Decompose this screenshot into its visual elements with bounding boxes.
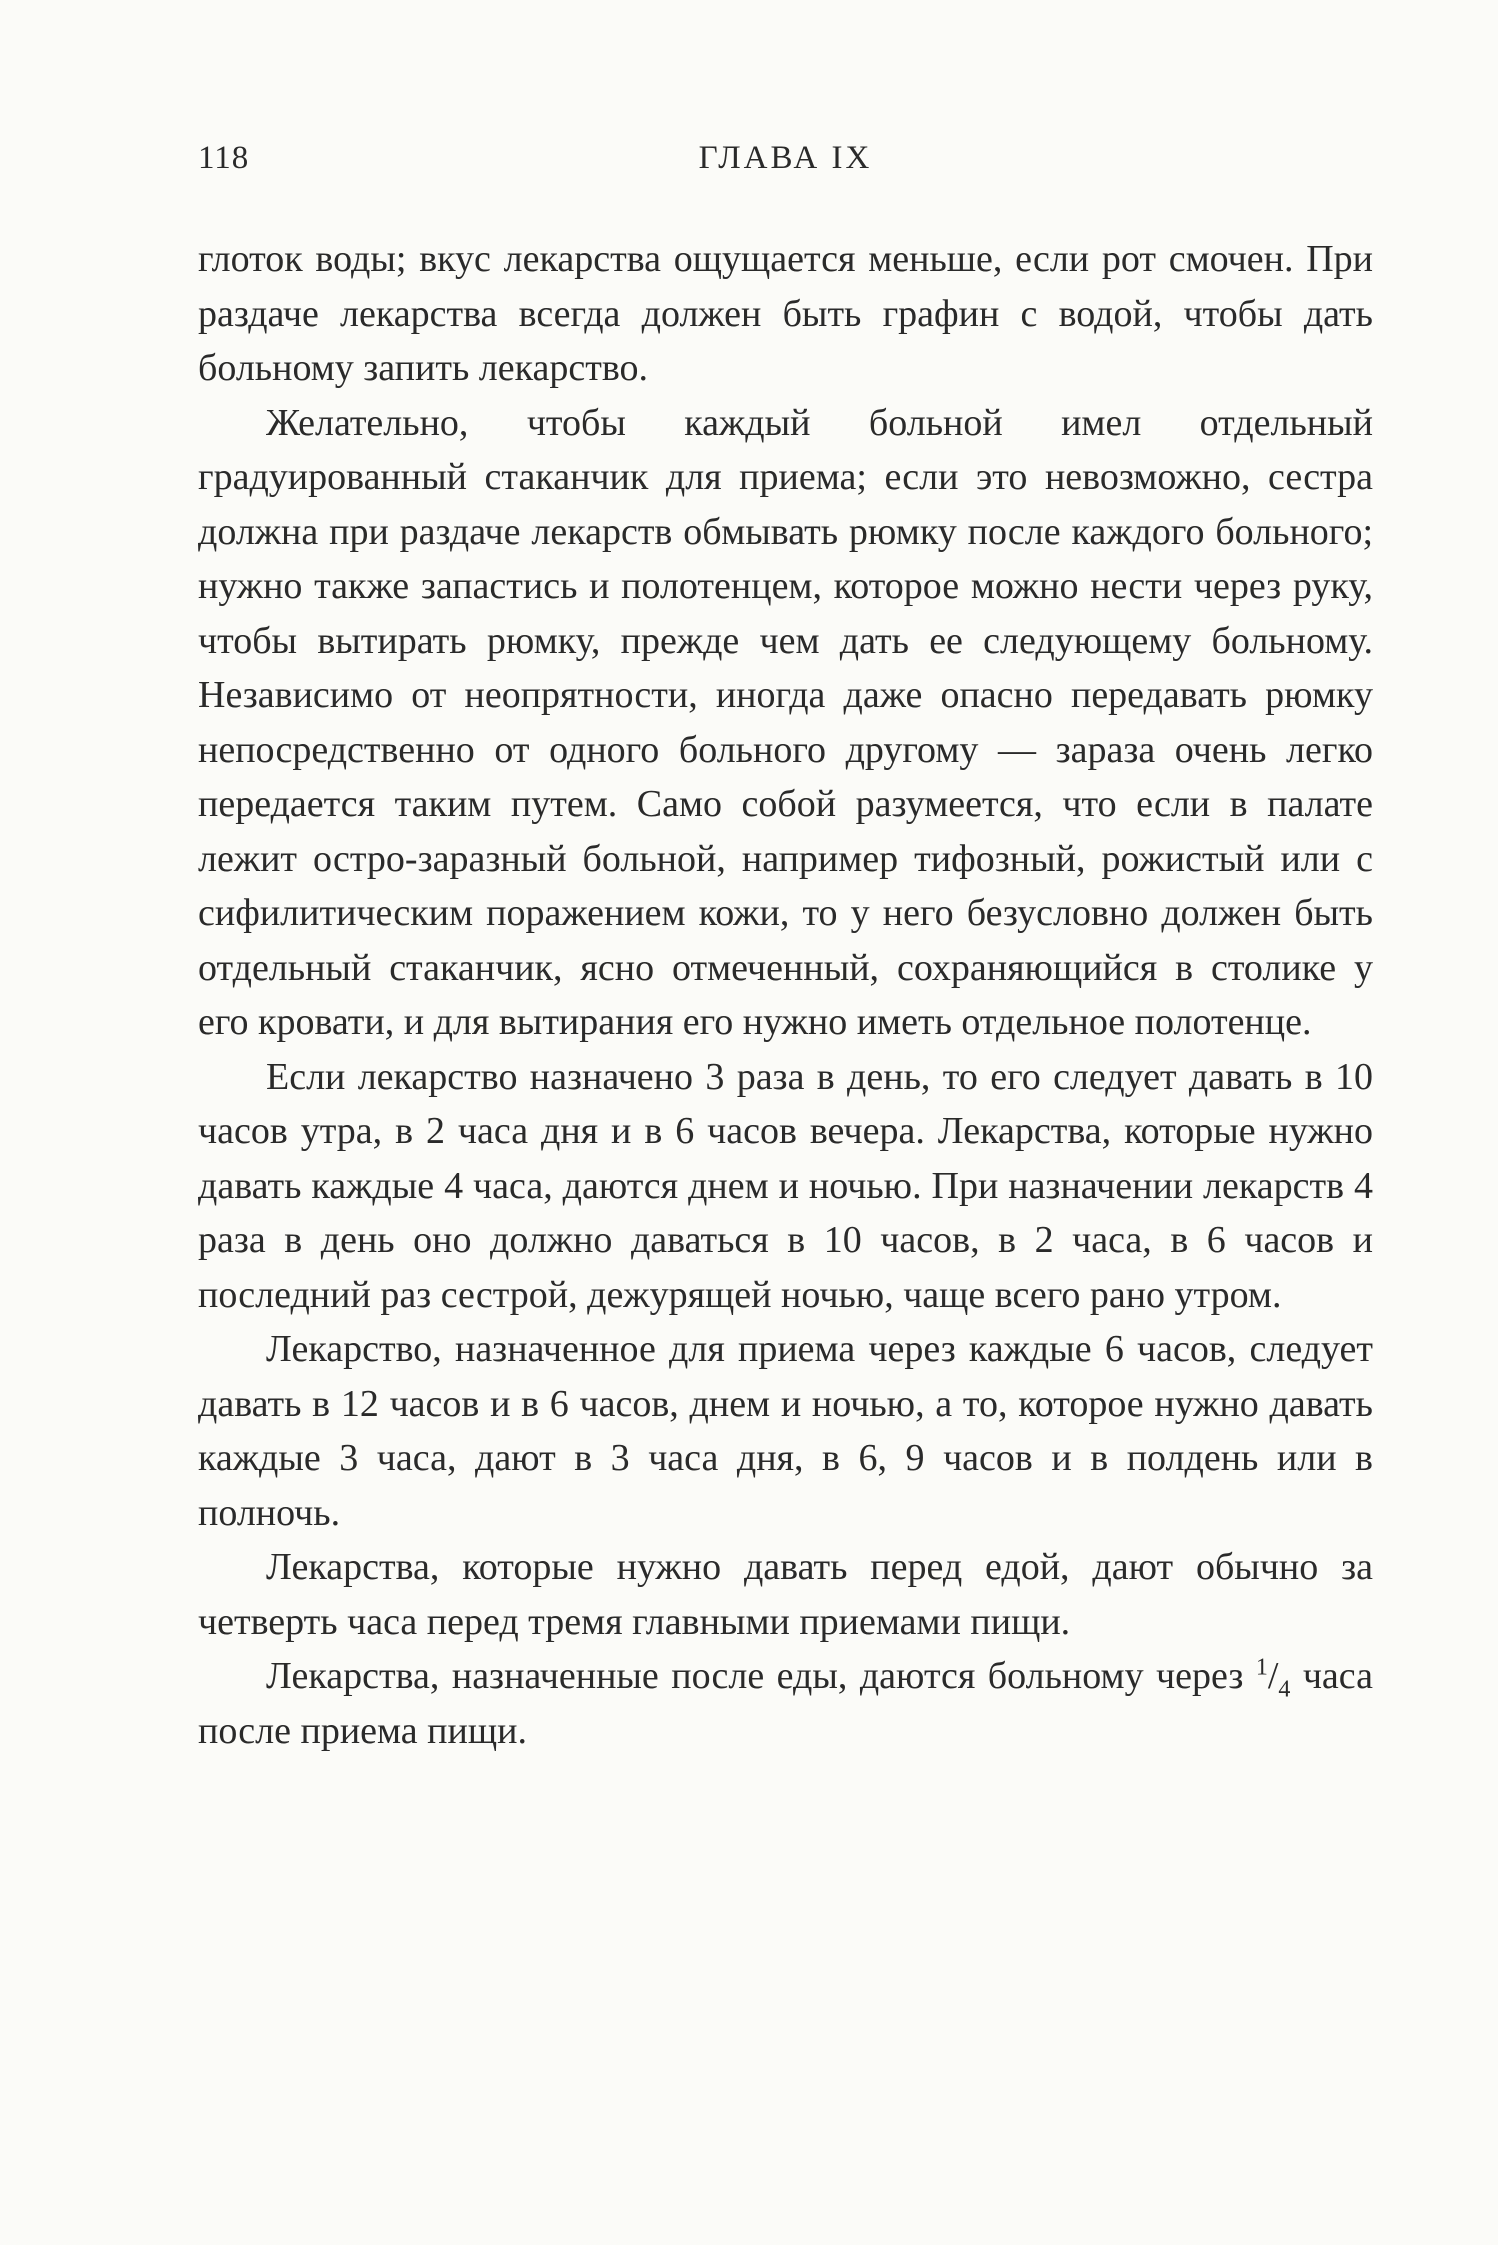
paragraph: Лекарства, которые нужно давать перед едой, дают обычно за четверть часа перед тремя главными приемами пищи. bbox=[198, 1546, 1373, 1643]
paragraph-text-before: Лекарства, назначенные после еды, даются больному через bbox=[266, 1655, 1256, 1697]
paragraph: Если лекарство назначено 3 раза в день, то его следует давать в 10 часов утра, в 2 часа дня и в 6 часов вечера. Лекарства, которые нужно давать каждые 4 часа, даются днем и ночью. При назначении лекарств 4 раза в день оно должно даваться в 10 часов, в 2 часа, в 6 часов и последний раз сестрой, дежурящей ночью, чаще всего рано утром. bbox=[198, 1055, 1373, 1316]
fraction-denominator: 4 bbox=[1278, 1676, 1291, 1703]
page-number: 118 bbox=[198, 140, 250, 176]
body-text bbox=[198, 232, 1373, 1758]
fraction-numerator: 1 bbox=[1255, 1654, 1268, 1681]
paragraph-last bbox=[198, 1649, 1373, 1758]
fraction-quarter bbox=[1255, 1654, 1291, 1703]
paragraph: Лекарство, назначенное для приема через каждые 6 часов, следует давать в 12 часов и в 6 часов, днем и ночью, а то, которое нужно давать каждые 3 часа, дают в 3 часа дня, в 6, 9 часов и в полдень или в полночь. bbox=[198, 1328, 1373, 1534]
paragraph-continuation: глоток воды; вкус лекарства ощущается меньше, если рот смочен. При раздаче лекарства всегда должен быть графин с водой, чтобы дать больному запить лекарство. bbox=[198, 238, 1373, 389]
paragraph: Желательно, чтобы каждый больной имел отдельный градуированный стаканчик для приема; если это невозможно, сестра должна при раздаче лекарств обмывать рюмку после каждого больного; нужно также запастись и полотенцем, которое можно нести через руку, чтобы вытирать рюмку, прежде чем дать ее следующему больному. Независимо от неопрятности, иногда даже опасно передавать рюмку непосредственно от одного больного другому — зараза очень легко передается таким путем. Само собой разумеется, что если в палате лежит остро-заразный больной, например тифозный, рожистый или с сифилитическим поражением кожи, то у него безусловно должен быть отдельный стаканчик, ясно отмеченный, сохраняющийся в столике у его кровати, и для вытирания его нужно иметь отдельное полотенце. bbox=[198, 401, 1373, 1043]
fraction-slash: / bbox=[1267, 1655, 1279, 1697]
chapter-title: ГЛАВА IX bbox=[698, 140, 873, 176]
running-header bbox=[198, 140, 1373, 190]
paragraph-text-after: часа после приема пищи. bbox=[198, 1655, 1373, 1752]
